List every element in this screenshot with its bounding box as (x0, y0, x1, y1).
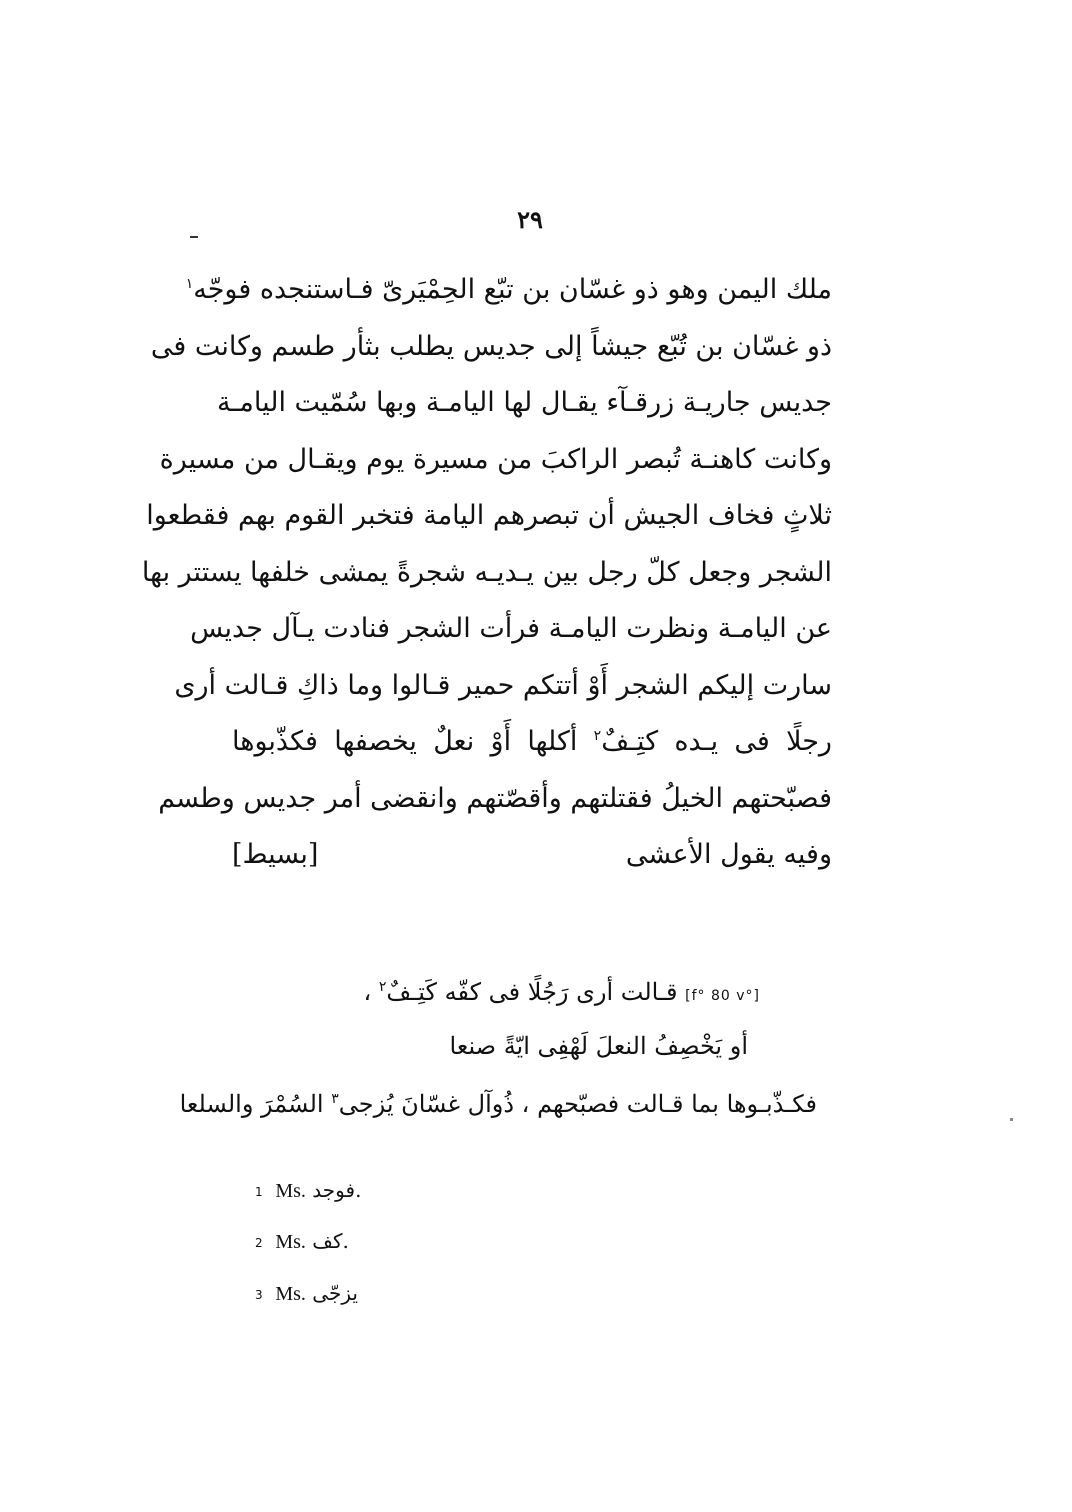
text-line-1-content: ملك اليمن وهو ذو غسّان بن تبّع الحِمْيَرىّ فـاستنجده فوجّه (193, 274, 832, 305)
footnote-1-reading: فوجد (312, 1178, 356, 1202)
text-line-3: جديس جاريـة زرقـآء يقـال لها اليامـة وبها سُمّيت اليامـة (217, 387, 832, 418)
poem-verse-2: أو يَخْصِفُ النعلَ لَهْفِى ايّةً صنعا (449, 1032, 748, 1060)
text-line-11 (232, 827, 832, 884)
text-line-10: فصبّحتهم الخيلُ فقتلتهم وأقصّتهم وانقضى أمر جديس وطسم (158, 782, 832, 814)
text-line-2: ذو غسّان بن تُبّع جيشاً إلى جديس يطلب بثأر طسم وكانت فى (150, 330, 832, 362)
footnote-3 (255, 1281, 358, 1306)
speck-mark (1010, 1118, 1013, 1121)
note-marker-2: ٢ (593, 728, 602, 744)
verse-1-note: ٢ (378, 979, 387, 995)
poem-verse-1: [f° 80 v°] قـالت أرى رَجُلًا فى كفّه كَتِـفٌ$^٢$ ، (363, 978, 760, 1006)
footnote-1-number: 1 (255, 1184, 263, 1199)
margin-mark (190, 236, 198, 238)
verse-3-second-end: السُمْرَ والسلعا (179, 1090, 324, 1118)
poem-verse-3: فكـذّبـوها بما قـالت فصبّحهم ، ذُوآل غسّانَ يُزجى$^٣$ السُمْرَ والسلعا (179, 1090, 817, 1118)
text-line-7: عن اليامـة ونظرت اليامـة فرأت الشجر فنادت يـآل جديس (190, 613, 832, 644)
footnote-3-ms: Ms. (275, 1283, 306, 1305)
verse-3-second-half (180, 1090, 514, 1118)
page-number: ٢٩ (517, 205, 543, 234)
footnote-2-number: 2 (255, 1235, 263, 1250)
note-marker-1: ١ (185, 276, 194, 292)
text-line-9-start: رجلًا فى يـده كتِـفٌ (601, 726, 832, 757)
footnote-1-ms: Ms. (275, 1180, 306, 1202)
verse-3-note: ٣ (331, 1091, 339, 1107)
footnote-3-number: 3 (255, 1287, 263, 1302)
leaf-reference: [f° 80 v°] (685, 988, 760, 1004)
text-line-9 (232, 714, 832, 771)
footnote-1 (255, 1178, 361, 1203)
verse-1-text: قـالت أرى رَجُلًا فى كفّه كَتِـفٌ (386, 978, 678, 1006)
footnote-2-ms: Ms. (275, 1231, 306, 1253)
footnote-2-stop: . (342, 1229, 349, 1253)
text-line-1 (185, 262, 832, 319)
footnote-1-stop: . (355, 1178, 362, 1202)
text-line-4: وكانت كاهنـة تُبصر الراكبَ من مسيرة يوم ويقـال من مسيرة (159, 443, 832, 475)
footnote-2-reading: كف (312, 1229, 343, 1253)
text-line-6: الشجر وجعل كلّ رجل بين يـديـه شجرةً يمشى خلفها يستتر بها (141, 556, 832, 588)
text-line-5: ثلاثٍ فخاف الجيش أن تبصرهم اليامة فتخبر القوم بهم فقطعوا (146, 500, 832, 531)
body-text (141, 262, 832, 884)
meter-label: [بسيط] (232, 839, 319, 870)
text-line-8: سارت إليكم الشجر أَوْ أتتكم حمير قـالوا وما ذاكِ قـالت أرى (174, 669, 832, 701)
verse-3-second-start: ذُوآل غسّانَ يُزجى (338, 1090, 515, 1118)
footnote-3-reading: يزجّى (312, 1281, 358, 1305)
text-line-11-content: وفيه يقول الأعشى (625, 839, 832, 870)
footnote-2 (255, 1229, 349, 1254)
verse-3-first-half: فكـذّبـوها بما قـالت فصبّحهم (537, 1090, 817, 1118)
text-line-9-end: أكلها أَوْ نعلٌ يخصفها فكذّبوها (232, 726, 578, 757)
